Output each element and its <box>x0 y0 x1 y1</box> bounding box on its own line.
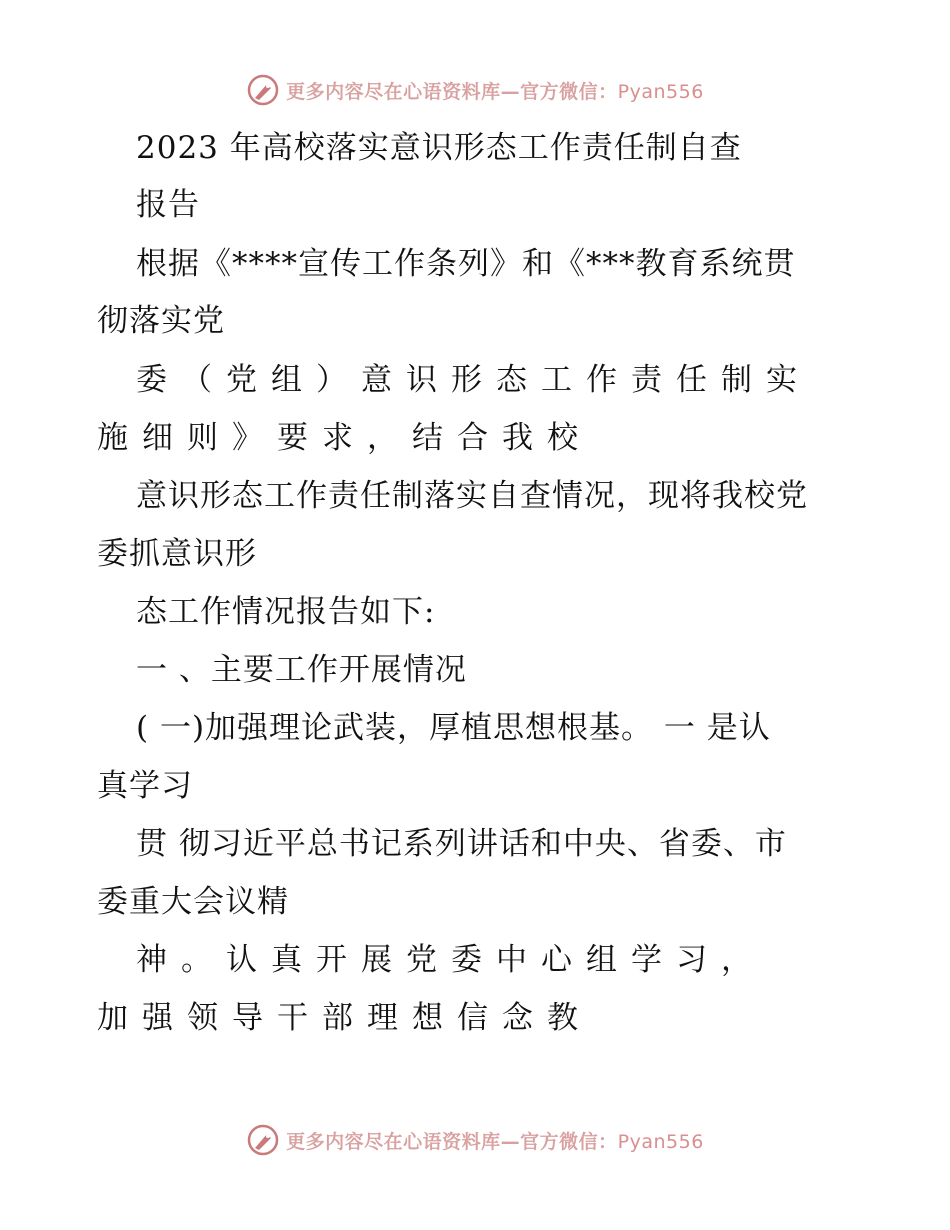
text-line: 态工作情况报告如下: <box>136 594 436 630</box>
text-line: 神。认真开展党委中心组学习， <box>136 942 766 978</box>
text-line: 贯 彻习近平总书记系列讲话和中央、省委、市 <box>136 826 787 862</box>
text-line: 委（党组）意识形态工作责任制实 <box>136 362 811 398</box>
pen-nib-circle-icon <box>246 73 280 107</box>
pen-nib-circle-icon <box>246 1123 280 1157</box>
text-line: 彻落实党 <box>97 303 225 339</box>
text-line: 根据《****宣传工作条列》和《***教育系统贯 <box>136 246 796 282</box>
text-line: 一 、主要工作开展情况 <box>136 652 467 688</box>
footer-watermark <box>0 1120 950 1160</box>
text-line: 施细则》要求，结合我校 <box>97 420 592 456</box>
text-line: 2023 年高校落实意识形态工作责任制自查 <box>136 130 742 166</box>
text-line: 真学习 <box>97 768 193 804</box>
text-line: 委抓意识形 <box>97 536 257 572</box>
text-line: 意识形态工作责任制落实自查情况，现将我校党 <box>136 478 808 514</box>
text-line: ( 一)加强理论武装，厚植思想根基。 一 是认 <box>136 710 771 746</box>
watermark-text: 更多内容尽在心语资料库—官方微信：Pyan556 <box>286 1130 704 1153</box>
header-watermark <box>0 70 950 110</box>
text-line: 报告 <box>136 187 200 223</box>
watermark-text: 更多内容尽在心语资料库—官方微信：Pyan556 <box>286 80 704 103</box>
text-line: 委重大会议精 <box>97 884 289 920</box>
text-line: 加强领导干部理想信念教 <box>97 1000 592 1036</box>
